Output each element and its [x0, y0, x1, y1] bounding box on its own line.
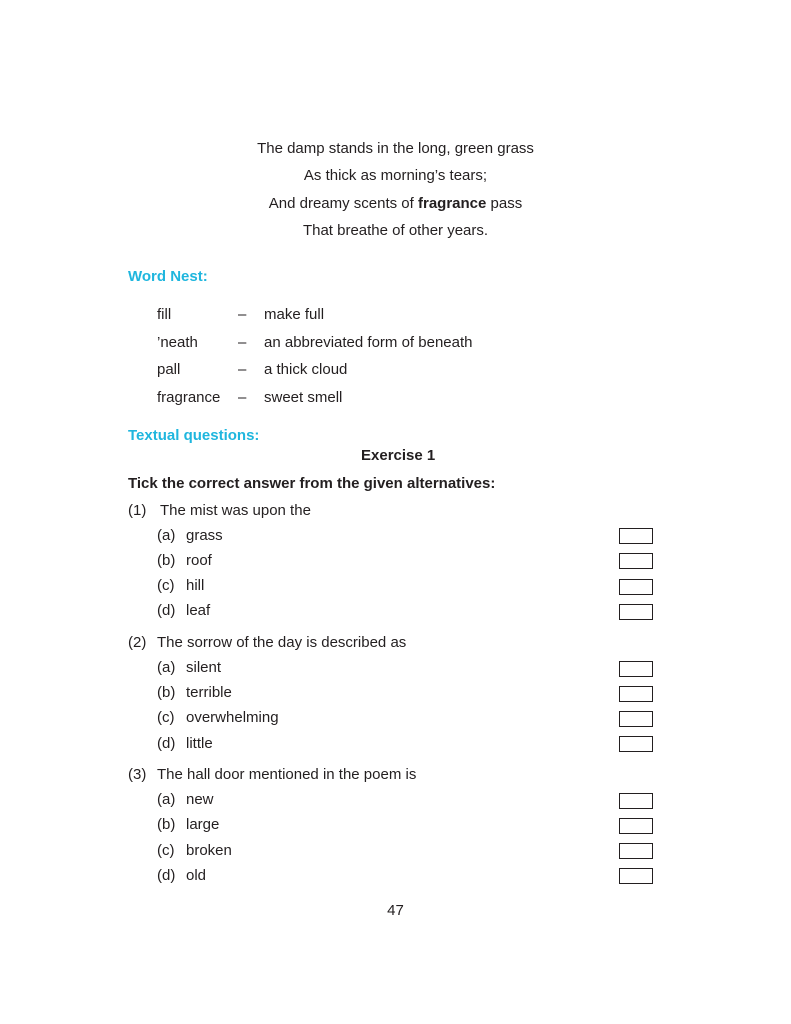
- option-text: large: [186, 816, 220, 833]
- poem-text: And dreamy scents of: [268, 195, 418, 212]
- poem-text: pass: [486, 195, 523, 212]
- option-text: old: [186, 867, 207, 884]
- option-label: (c): [157, 577, 175, 594]
- option-label: (a): [157, 659, 176, 676]
- poem-line: The damp stands in the long, green grass: [257, 140, 534, 157]
- answer-checkbox[interactable]: [619, 736, 653, 752]
- answer-checkbox[interactable]: [619, 604, 653, 620]
- poem-line: [0, 196, 791, 211]
- option-text: hill: [186, 577, 205, 594]
- answer-checkbox[interactable]: [619, 711, 653, 727]
- answer-checkbox[interactable]: [619, 579, 653, 595]
- option-text: grass: [186, 527, 223, 544]
- option-label: (b): [157, 684, 176, 701]
- glossary-meaning: a thick cloud: [264, 361, 348, 378]
- question-text: The hall door mentioned in the poem is: [157, 766, 417, 783]
- option-label: (a): [157, 527, 176, 544]
- option-text: terrible: [186, 684, 232, 701]
- option-label: (d): [157, 602, 176, 619]
- option-label: (d): [157, 867, 176, 884]
- option-label: (d): [157, 735, 176, 752]
- answer-checkbox[interactable]: [619, 661, 653, 677]
- poem-line: As thick as morning’s tears;: [303, 167, 488, 184]
- answer-checkbox[interactable]: [619, 793, 653, 809]
- glossary-dash: –: [238, 334, 247, 351]
- poem-bold-word: fragrance: [418, 195, 487, 212]
- glossary-meaning: sweet smell: [264, 389, 343, 406]
- glossary-word: fill: [157, 306, 172, 323]
- question-number: (2): [128, 634, 147, 651]
- glossary-dash: –: [238, 306, 247, 323]
- glossary-word: pall: [157, 361, 181, 378]
- option-label: (a): [157, 791, 176, 808]
- option-text: silent: [186, 659, 222, 676]
- option-label: (b): [157, 552, 176, 569]
- option-text: overwhelming: [186, 709, 279, 726]
- answer-checkbox[interactable]: [619, 843, 653, 859]
- option-text: little: [186, 735, 213, 752]
- exercise-title: Exercise 1: [361, 447, 436, 464]
- glossary-dash: –: [238, 361, 247, 378]
- option-text: roof: [186, 552, 212, 569]
- word-nest-heading: Word Nest:: [128, 268, 208, 285]
- question-text: The sorrow of the day is described as: [157, 634, 407, 651]
- page-number: 47: [387, 902, 404, 919]
- instruction: Tick the correct answer from the given alternatives:: [128, 475, 496, 492]
- glossary-meaning: make full: [264, 306, 325, 323]
- option-label: (b): [157, 816, 176, 833]
- answer-checkbox[interactable]: [619, 686, 653, 702]
- answer-checkbox[interactable]: [619, 818, 653, 834]
- option-text: broken: [186, 842, 232, 859]
- answer-checkbox[interactable]: [619, 528, 653, 544]
- option-text: leaf: [186, 602, 211, 619]
- glossary-dash: –: [238, 389, 247, 406]
- option-label: (c): [157, 842, 175, 859]
- option-label: (c): [157, 709, 175, 726]
- glossary-word: ’neath: [157, 334, 198, 351]
- question-text: The mist was upon the: [160, 502, 311, 519]
- poem-line: That breathe of other years.: [302, 222, 489, 239]
- question-number: (3): [128, 766, 147, 783]
- answer-checkbox[interactable]: [619, 553, 653, 569]
- glossary-word: fragrance: [157, 389, 221, 406]
- textual-questions-heading: Textual questions:: [128, 427, 260, 444]
- option-text: new: [186, 791, 214, 808]
- answer-checkbox[interactable]: [619, 868, 653, 884]
- glossary-meaning: an abbreviated form of beneath: [264, 334, 473, 351]
- question-number: (1): [128, 502, 147, 519]
